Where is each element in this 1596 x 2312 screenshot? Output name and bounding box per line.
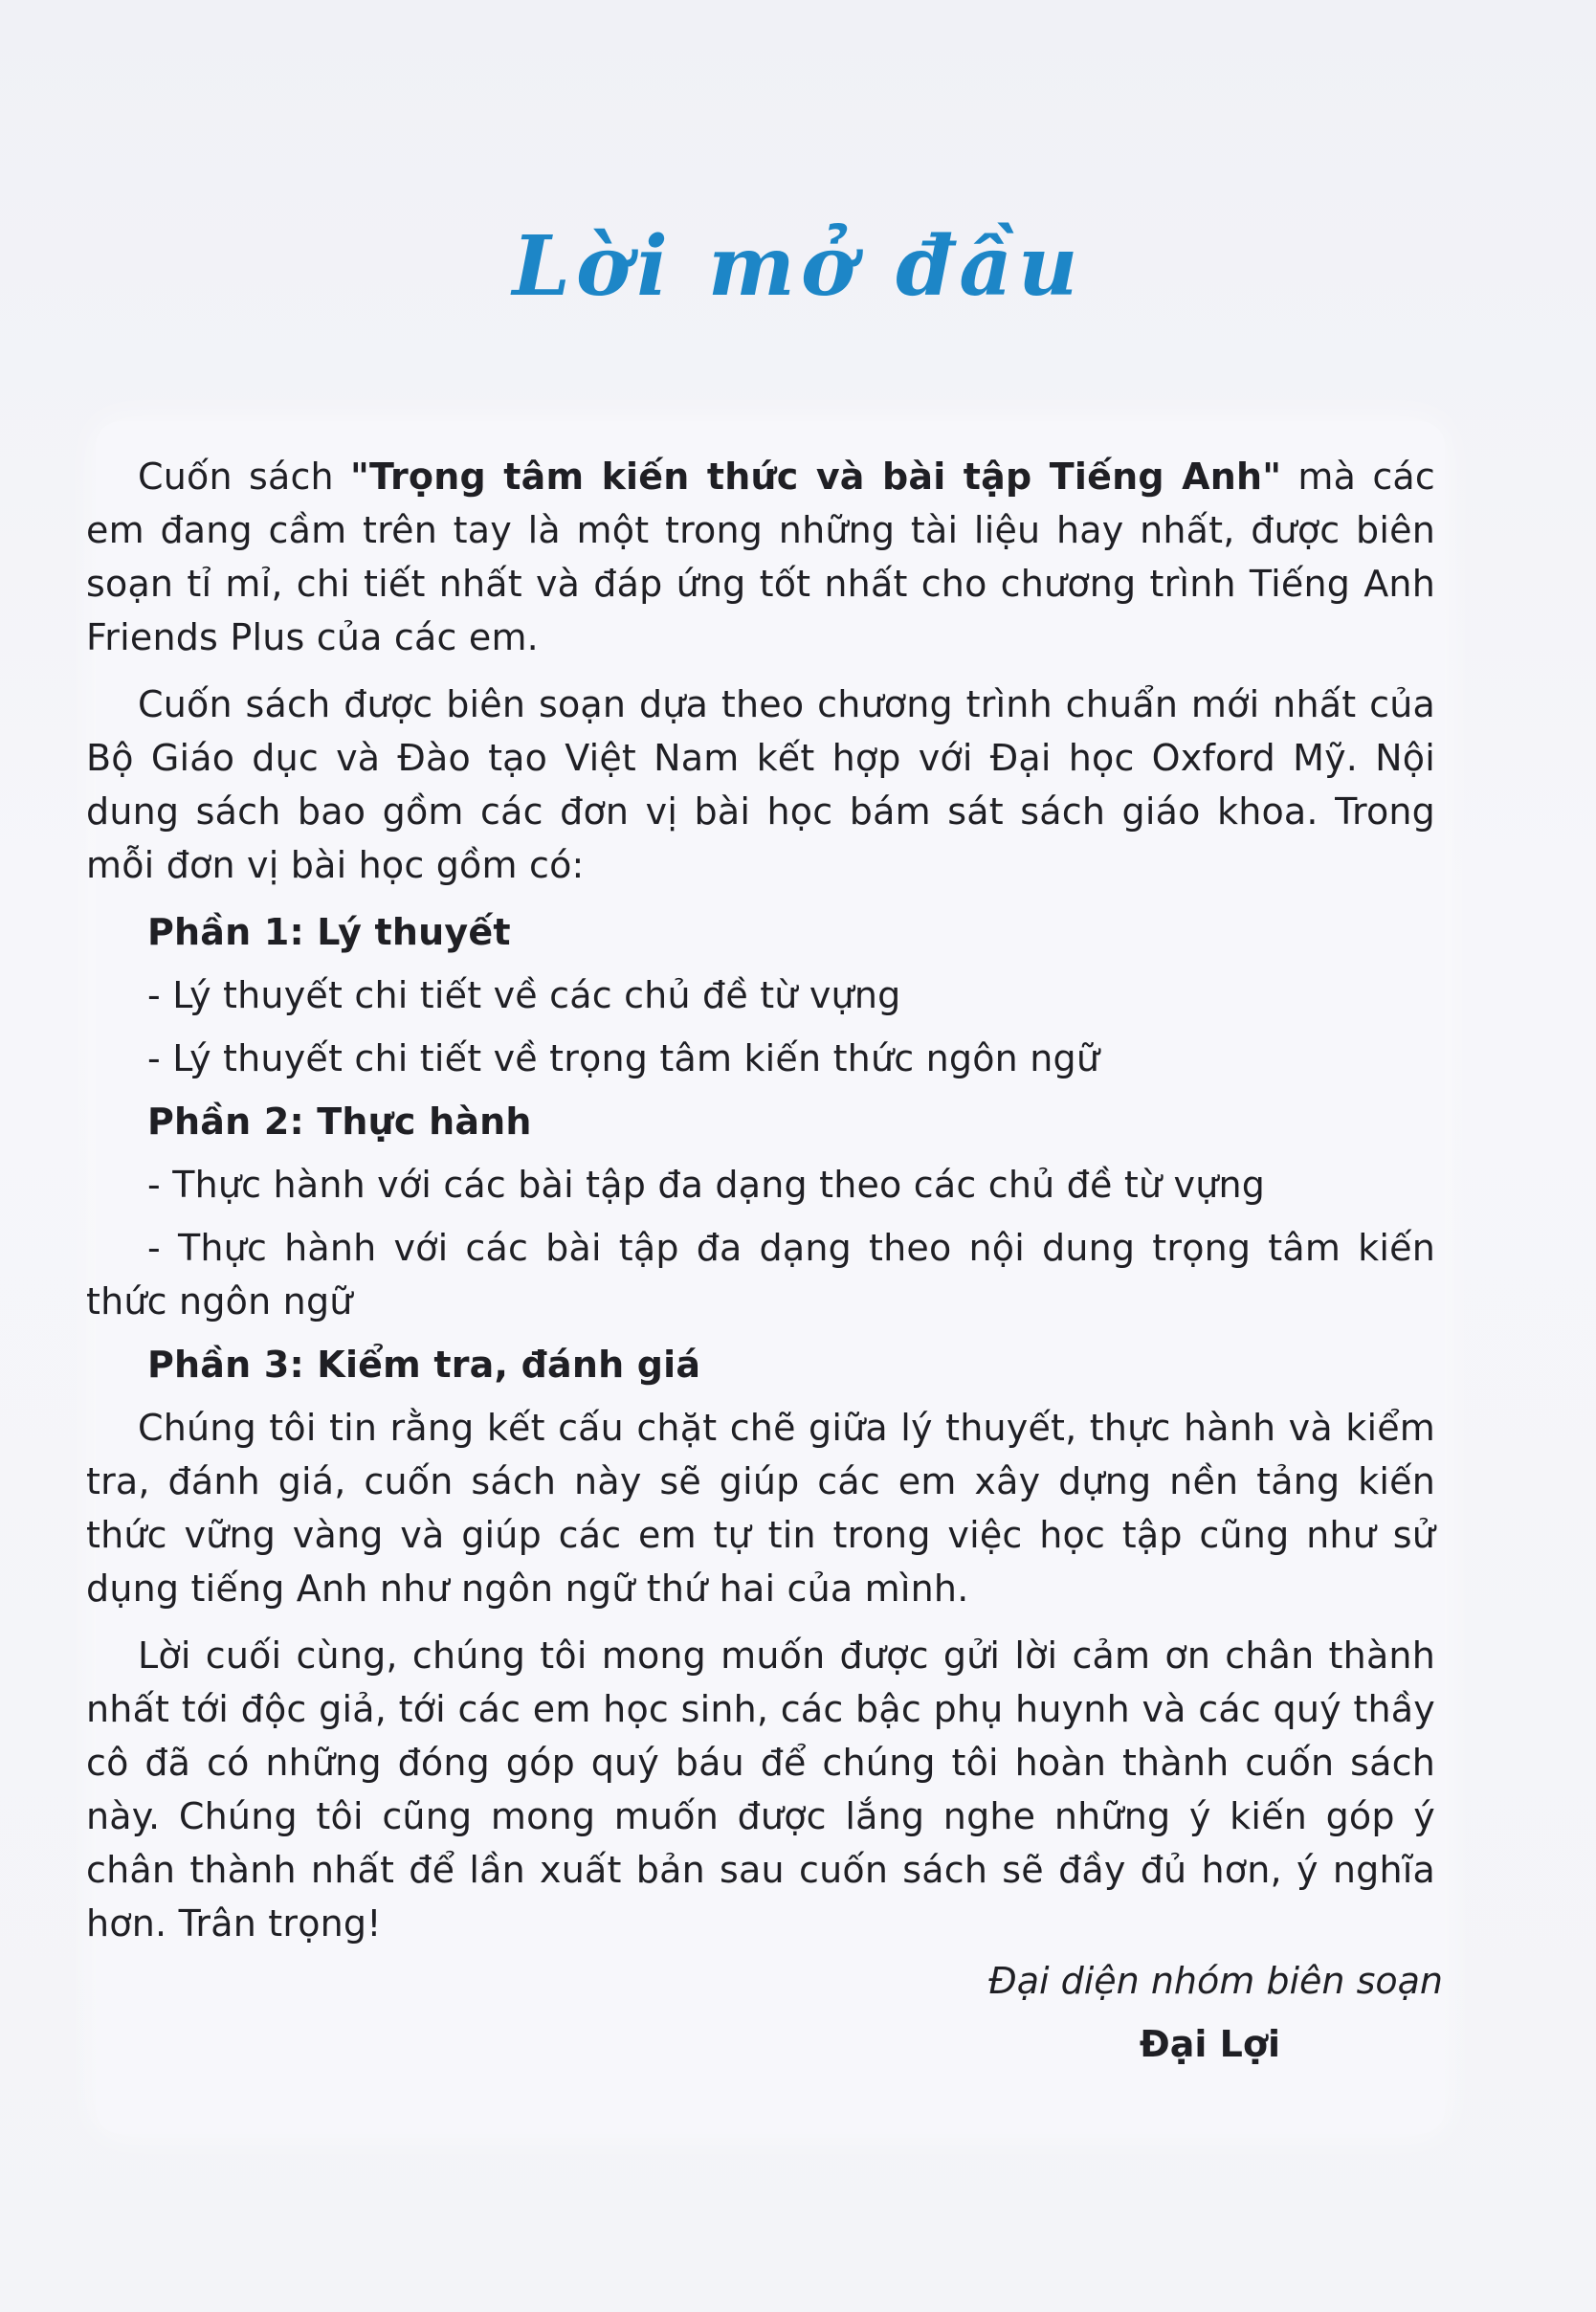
book-title: "Trọng tâm kiến thức và bài tập Tiếng Anh" xyxy=(350,456,1282,498)
intro-after: mà các em đang cầm trên tay là một trong những tài liệu hay nhất, được biên soạn tỉ mỉ, chi tiết nhất và đáp ứng tốt nhất cho chương trình Tiếng Anh Friends Plus của các em. xyxy=(86,456,1436,658)
part-2-item: - Thực hành với các bài tập đa dạng theo nội dung trọng tâm kiến thức ngôn ngữ xyxy=(86,1227,1435,1323)
part-1-item: - Lý thuyết chi tiết về trọng tâm kiến thức ngôn ngữ xyxy=(147,1037,1100,1079)
signature-role: Đại diện nhóm biên soạn xyxy=(988,1960,1443,2002)
preface-body xyxy=(86,450,1435,1964)
part-1-heading: Phần 1: Lý thuyết xyxy=(147,911,511,953)
signature-author: Đại Lợi xyxy=(1139,2023,1280,2065)
page-title: Lời mở đầu xyxy=(512,218,1084,315)
intro-paragraph xyxy=(86,450,1435,664)
intro-before: Cuốn sách xyxy=(138,456,351,498)
paragraph-structure: Cuốn sách được biên soạn dựa theo chương trình chuẩn mới nhất của Bộ Giáo dục và Đào tạo Việt Nam kết hợp với Đại học Oxford Mỹ. Nội dung sách bao gồm các đơn vị bài học bám sát sách giáo khoa. Trong mỗi đơn vị bài học gồm có: xyxy=(86,683,1435,886)
paragraph-thanks: Lời cuối cùng, chúng tôi mong muốn được gửi lời cảm ơn chân thành nhất tới độc giả, tới các em học sinh, các bậc phụ huynh và các quý thầy cô đã có những đóng góp quý báu để chúng tôi hoàn thành cuốn sách này. Chúng tôi cũng mong muốn được lắng nghe những ý kiến góp ý chân thành nhất để lần xuất bản sau cuốn sách sẽ đầy đủ hơn, ý nghĩa hơn. Trân trọng! xyxy=(86,1634,1435,1945)
signature-block xyxy=(988,1954,1443,2071)
part-2-heading: Phần 2: Thực hành xyxy=(147,1100,532,1143)
part-3-heading: Phần 3: Kiểm tra, đánh giá xyxy=(147,1344,701,1386)
part-2-item: - Thực hành với các bài tập đa dạng theo các chủ đề từ vựng xyxy=(147,1164,1266,1206)
part-1-item: - Lý thuyết chi tiết về các chủ đề từ vựng xyxy=(147,974,901,1016)
paragraph-belief: Chúng tôi tin rằng kết cấu chặt chẽ giữa lý thuyết, thực hành và kiểm tra, đánh giá, cuốn sách này sẽ giúp các em xây dựng nền tảng kiến thức vững vàng và giúp các em tự tin trong việc học tập cũng như sử dụng tiếng Anh như ngôn ngữ thứ hai của mình. xyxy=(86,1407,1435,1610)
